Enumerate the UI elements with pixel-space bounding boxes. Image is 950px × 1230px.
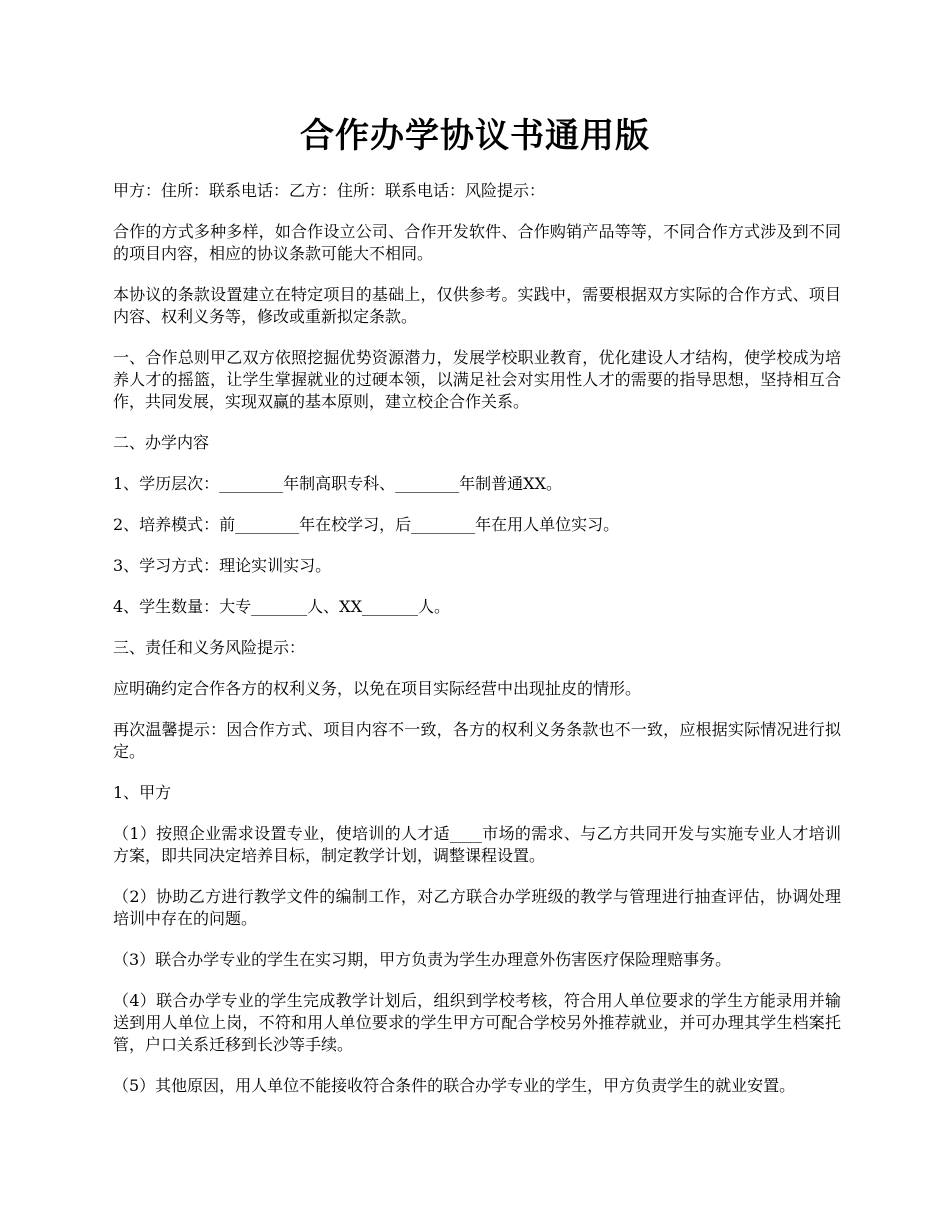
risk-note: 再次温馨提示：因合作方式、项目内容不一致，各方的权利义务条款也不一致，应根据实际情况进行拟定。 bbox=[113, 720, 841, 761]
party-a-duty: （3）联合办学专业的学生在实习期，甲方负责为学生办理意外伤害医疗保险理赔事务。 bbox=[113, 950, 732, 969]
section-heading: 三、责任和义务风险提示： bbox=[113, 638, 306, 657]
intro-paragraph: 合作的方式多种多样，如合作设立公司、合作开发软件、合作购销产品等等，不同合作方式涉及到不同的项目内容，相应的协议条款可能大不相同。 bbox=[113, 222, 841, 263]
party-a-duty: （4）联合办学专业的学生完成教学计划后，组织到学校考核，符合用人单位要求的学生方能录用并输送到用人单位上岗，不符和用人单位要求的学生甲方可配合学校另外推荐就业，并可办理其学生档案托管，户口关系迁移到长沙等手续。 bbox=[113, 991, 841, 1054]
party-a-duty: （2）协助乙方进行教学文件的编制工作，对乙方联合办学班级的教学与管理进行抽查评估，协调处理培训中存在的问题。 bbox=[113, 887, 841, 928]
clause-training-mode: 2、培养模式：前________年在校学习，后________年在用人单位实习。 bbox=[113, 515, 620, 534]
clause-education-level: 1、学历层次：________年制高职专科、________年制普通XX。 bbox=[113, 474, 562, 493]
party-a-duty: （5）其他原因，用人单位不能接收符合条件的联合办学专业的学生，甲方负责学生的就业安置。 bbox=[113, 1076, 796, 1095]
clause-student-count: 4、学生数量：大专_______人、XX_______人。 bbox=[113, 597, 450, 616]
section-general-principles: 一、合作总则甲乙双方依照挖掘优势资源潜力，发展学校职业教育，优化建设人才结构，使学校成为培养人才的摇篮，让学生掌握就业的过硬本领，以满足社会对实用性人才的需要的指导思想，坚持相互合作，共同发展，实现双赢的基本原则，建立校企合作关系。 bbox=[113, 348, 841, 411]
document-title: 合作办学协议书通用版 bbox=[300, 116, 650, 156]
document-body bbox=[113, 180, 841, 1116]
clause-study-method: 3、学习方式：理论实训实习。 bbox=[113, 556, 332, 575]
party-info: 甲方：住所：联系电话：乙方：住所：联系电话：风险提示： bbox=[113, 181, 546, 200]
subsection-heading: 1、甲方 bbox=[113, 783, 172, 802]
party-a-duty: （1）按照企业需求设置专业，使培训的人才适____市场的需求、与乙方共同开发与实施专业人才培训方案，即共同决定培养目标，制定教学计划，调整课程设置。 bbox=[113, 824, 841, 865]
intro-paragraph: 本协议的条款设置建立在特定项目的基础上，仅供参考。实践中，需要根据双方实际的合作方式、项目内容、权利义务等，修改或重新拟定条款。 bbox=[113, 285, 841, 326]
section-heading: 二、办学内容 bbox=[113, 433, 210, 452]
risk-note: 应明确约定合作各方的权利义务，以免在项目实际经营中出现扯皮的情形。 bbox=[113, 679, 642, 698]
